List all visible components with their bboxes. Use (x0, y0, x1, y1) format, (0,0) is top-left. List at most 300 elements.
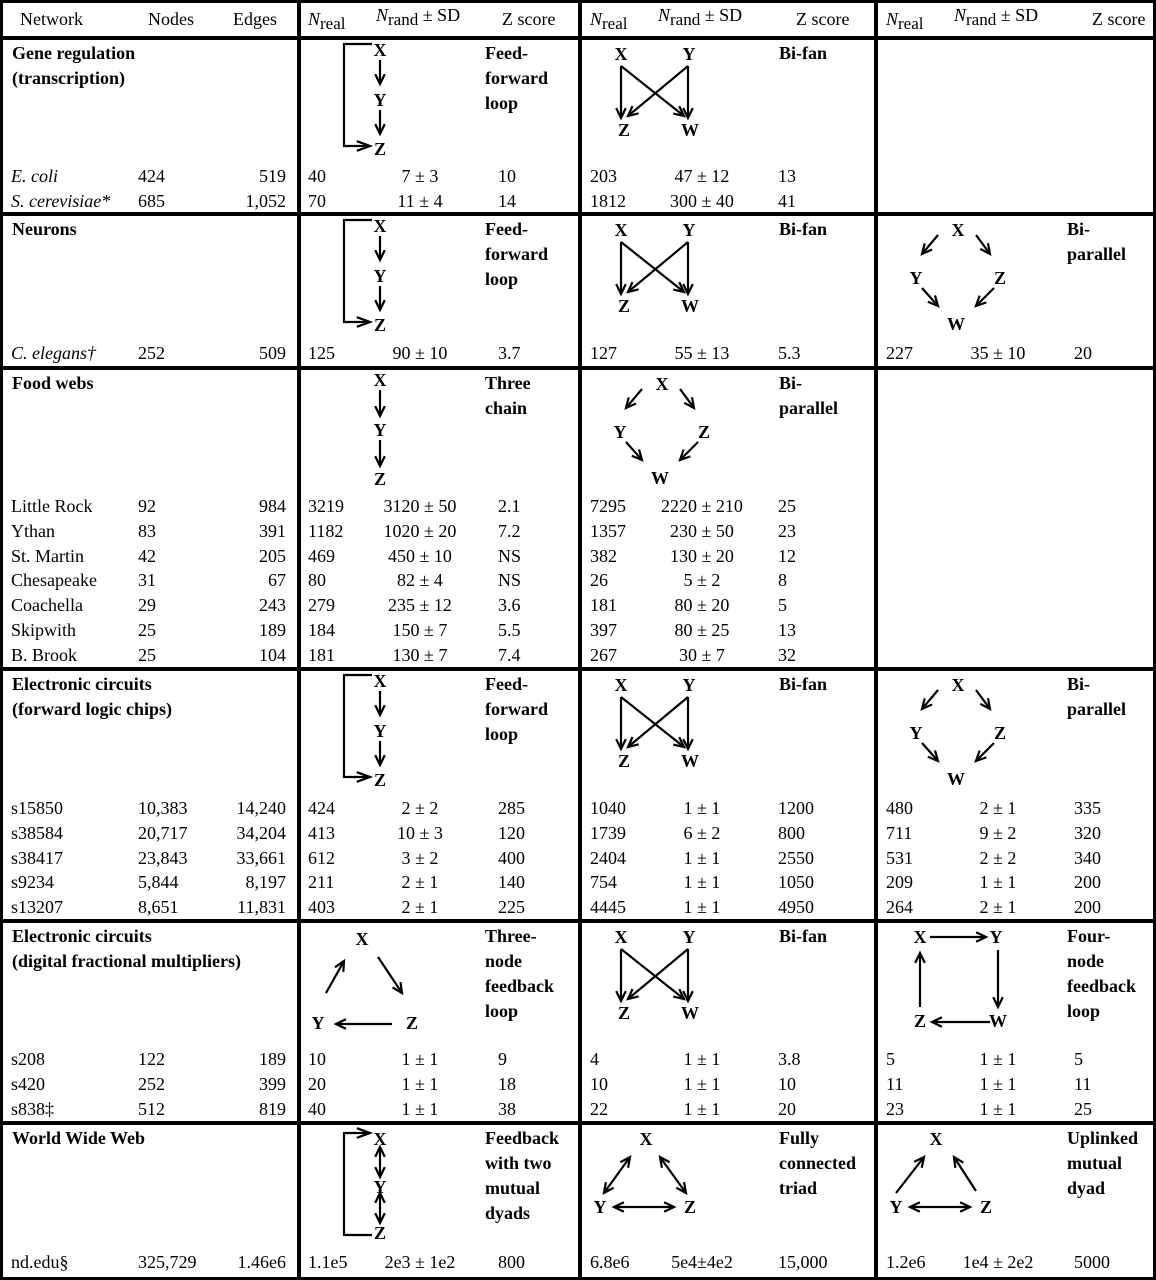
n-real-value: 6.8e6 (590, 1252, 630, 1272)
n-rand-sd-value: 1 ± 1 (683, 897, 721, 918)
z-score-value: 800 (778, 822, 805, 843)
n-real-value: 4 (590, 1049, 599, 1069)
motif-name-label: Feed- forward loop (485, 43, 548, 113)
n-real-value: 424 (308, 798, 335, 818)
column-divider (874, 0, 878, 1280)
network-name: Chesapeake (11, 570, 97, 591)
nodes-value: 325,729 (138, 1252, 197, 1272)
edges-value: 243 (259, 595, 286, 616)
z-score-value: 20 (1074, 343, 1092, 363)
n-rand-sd-value: 1 ± 1 (401, 1098, 439, 1119)
z-score-value: NS (498, 570, 522, 591)
edges-value: 104 (259, 644, 286, 665)
nodes-value: 25 (138, 620, 156, 640)
nodes-value: 252 (138, 1073, 165, 1094)
edges-value: 8,197 (245, 872, 286, 893)
edges-value: 509 (259, 343, 286, 363)
n-real-value: 181 (308, 644, 335, 665)
nodes-value: 5,844 (138, 872, 179, 893)
n-real-value: 1.2e6 (886, 1252, 926, 1272)
z-score-value: 2.1 (498, 496, 521, 516)
edge-arrow (326, 961, 344, 993)
node-label: Z (993, 723, 1007, 743)
z-score-value: 400 (498, 847, 525, 868)
z-score-value: 1200 (778, 798, 814, 818)
z-score-value: 120 (498, 822, 525, 843)
node-label: Z (373, 1223, 387, 1243)
edge-arrow (896, 1157, 924, 1193)
nodes-value: 685 (138, 190, 165, 211)
node-label: Y (373, 90, 387, 110)
z-score-value: 8 (778, 570, 787, 591)
motif-name-label: Feed- forward loop (485, 219, 548, 289)
z-score-value: 23 (778, 520, 796, 541)
node-label: Y (373, 266, 387, 286)
n-rand-sd-value: 2 ± 1 (401, 897, 439, 918)
node-label: Y (373, 1177, 387, 1197)
ffl-motif-diagram (300, 214, 480, 364)
n-real-value: 7295 (590, 496, 626, 516)
n-real-value: 181 (590, 595, 617, 616)
n-rand-sd-value: 300 ± 40 (670, 190, 734, 211)
n-real-value: 4445 (590, 897, 626, 918)
n-real-value: 1040 (590, 798, 626, 818)
node-label: Z (373, 469, 387, 489)
node-label: X (373, 1129, 387, 1149)
motif-name-label: Bi-fan (779, 43, 828, 63)
z-score-value: 13 (778, 620, 796, 640)
z-score-value: 25 (1074, 1098, 1092, 1119)
header-n-real: $N_{real}$ (886, 9, 924, 33)
edge-arrow (604, 1157, 630, 1193)
nodes-value: 20,717 (138, 822, 188, 843)
node-label: Z (913, 1011, 927, 1031)
n-rand-sd-value: 5 ± 2 (683, 570, 721, 591)
n-real-value: 754 (590, 872, 617, 893)
n-rand-sd-value: 1 ± 1 (979, 1073, 1017, 1094)
node-label: Z (617, 751, 631, 771)
motif-name-label: Fully connected triad (779, 1128, 856, 1198)
nodes-value: 31 (138, 570, 156, 591)
edge-arrow (954, 1157, 976, 1191)
n-real-value: 279 (308, 595, 335, 616)
nodes-value: 424 (138, 166, 165, 186)
node-label: Z (617, 120, 631, 140)
z-score-value: 5 (1074, 1049, 1083, 1069)
node-label: Z (373, 315, 387, 335)
node-label: Y (889, 1197, 903, 1217)
edges-value: 519 (259, 166, 286, 186)
header-n-real: $N_{real}$ (308, 9, 346, 33)
n-rand-sd-value: 1 ± 1 (683, 847, 721, 868)
node-label: W (989, 1011, 1007, 1031)
network-name: s420 (11, 1073, 46, 1094)
section-title: Gene regulation (transcription) (12, 43, 136, 88)
n-rand-sd-value: 7 ± 3 (401, 166, 439, 186)
edges-value: 1.46e6 (237, 1252, 286, 1272)
edges-value: 984 (259, 496, 286, 516)
edges-value: 189 (259, 1049, 286, 1069)
node-label: Y (682, 44, 696, 64)
network-name: E. coli (11, 166, 58, 186)
z-score-value: 32 (778, 644, 796, 665)
edge-arrow (628, 949, 688, 999)
n-real-value: 267 (590, 644, 617, 665)
n-rand-sd-value: 150 ± 7 (392, 620, 448, 640)
n-rand-sd-value: 2 ± 2 (979, 847, 1017, 868)
node-label: X (614, 675, 628, 695)
edges-value: 67 (268, 570, 286, 591)
motif-name-label: Bi- parallel (779, 373, 838, 418)
z-score-value: 15,000 (778, 1252, 828, 1272)
n-rand-sd-value: 2 ± 1 (979, 897, 1017, 918)
n-rand-sd-value: 2220 ± 210 (661, 496, 743, 516)
header-network: Network (20, 9, 83, 29)
node-label: X (373, 671, 387, 691)
header-nodes: Nodes (148, 9, 194, 29)
network-name: Ythan (11, 520, 55, 541)
z-score-value: 200 (1074, 872, 1101, 893)
z-score-value: 3.8 (778, 1049, 801, 1069)
n-rand-sd-value: 2e3 ± 1e2 (384, 1252, 456, 1272)
z-score-value: 4950 (778, 897, 814, 918)
node-label: X (951, 675, 965, 695)
network-name: s38417 (11, 847, 64, 868)
z-score-value: 14 (498, 190, 516, 211)
n-rand-sd-value: 5e4±4e2 (671, 1252, 733, 1272)
n-real-value: 22 (590, 1098, 608, 1119)
n-real-value: 11 (886, 1073, 904, 1094)
n-rand-sd-value: 6 ± 2 (683, 822, 721, 843)
n-rand-sd-value: 1 ± 1 (683, 798, 721, 818)
header-z-score: Z score (796, 9, 850, 29)
edges-value: 33,661 (236, 847, 286, 868)
header-n-rand-sd: $N_{rand}$ ± SD (954, 5, 1039, 29)
header-n-rand-sd: $N_{rand}$ ± SD (658, 5, 743, 29)
n-real-value: 184 (308, 620, 335, 640)
motif-name-label: Uplinked mutual dyad (1067, 1128, 1139, 1198)
network-name: nd.edu§ (11, 1252, 69, 1272)
n-real-value: 1739 (590, 822, 626, 843)
edges-value: 391 (259, 520, 286, 541)
n-rand-sd-value: 47 ± 12 (674, 166, 730, 186)
z-score-value: 5.5 (498, 620, 521, 640)
node-label: X (655, 374, 669, 394)
node-label: Z (697, 422, 711, 442)
z-score-value: 225 (498, 897, 525, 918)
n-rand-sd-value: 235 ± 12 (388, 595, 452, 616)
network-name: B. Brook (11, 644, 78, 665)
n-rand-sd-value: 1 ± 1 (979, 1098, 1017, 1119)
nodes-value: 29 (138, 595, 156, 616)
network-name: Coachella (11, 595, 83, 616)
motif-name-label: Three- node feedback loop (485, 926, 554, 1021)
n-real-value: 264 (886, 897, 913, 918)
n-rand-sd-value: 82 ± 4 (397, 570, 443, 591)
edge-arrow (344, 1133, 372, 1235)
node-label: Y (682, 220, 696, 240)
n-rand-sd-value: 90 ± 10 (392, 343, 448, 363)
n-rand-sd-value: 2 ± 1 (979, 798, 1017, 818)
edge-arrow (628, 242, 688, 292)
edges-value: 819 (259, 1098, 286, 1119)
network-name: Little Rock (11, 496, 93, 516)
nodes-value: 23,843 (138, 847, 188, 868)
node-label: Y (593, 1197, 607, 1217)
ffl-motif-diagram (300, 669, 480, 819)
node-label: X (951, 220, 965, 240)
network-name: C. elegans† (11, 343, 96, 363)
n-rand-sd-value: 10 ± 3 (397, 822, 443, 843)
header-z-score: Z score (1092, 9, 1146, 29)
z-score-value: 3.7 (498, 343, 521, 363)
motif-name-label: Bi- parallel (1067, 674, 1126, 719)
n-real-value: 40 (308, 1098, 326, 1119)
nodes-value: 92 (138, 496, 156, 516)
nodes-value: 83 (138, 520, 156, 541)
z-score-value: 800 (498, 1252, 525, 1272)
n-real-value: 3219 (308, 496, 344, 516)
nodes-value: 122 (138, 1049, 165, 1069)
n-rand-sd-value: 80 ± 25 (674, 620, 730, 640)
z-score-value: 20 (778, 1098, 796, 1119)
z-score-value: 320 (1074, 822, 1101, 843)
column-divider (297, 0, 301, 1280)
node-label: Z (373, 139, 387, 159)
node-label: Y (989, 927, 1003, 947)
z-score-value: 10 (498, 166, 516, 186)
z-score-value: NS (498, 545, 522, 566)
n-rand-sd-value: 450 ± 10 (388, 545, 452, 566)
n-real-value: 125 (308, 343, 335, 363)
nodes-value: 25 (138, 644, 156, 665)
network-name: s208 (11, 1049, 46, 1069)
n-real-value: 480 (886, 798, 913, 818)
n-real-value: 26 (590, 570, 608, 591)
n-rand-sd-value: 1 ± 1 (683, 872, 721, 893)
header-edges: Edges (233, 9, 277, 29)
node-label: X (373, 370, 387, 390)
edge-arrow (344, 44, 372, 146)
network-name: s38584 (11, 822, 64, 843)
network-name: s13207 (11, 897, 64, 918)
edge-arrow (344, 220, 372, 322)
section-title: Food webs (12, 373, 94, 393)
n-rand-sd-value: 3120 ± 50 (383, 496, 457, 516)
n-real-value: 397 (590, 620, 617, 640)
node-label: Z (993, 268, 1007, 288)
n-real-value: 5 (886, 1049, 895, 1069)
section-title: Neurons (12, 219, 77, 239)
node-label: X (373, 216, 387, 236)
edges-value: 14,240 (236, 798, 286, 818)
section-title: Electronic circuits (forward logic chips) (12, 674, 172, 719)
z-score-value: 340 (1074, 847, 1101, 868)
motif-name-label: Feedback with two mutual dyads (485, 1128, 559, 1223)
n-real-value: 469 (308, 545, 335, 566)
n-rand-sd-value: 1e4 ± 2e2 (962, 1252, 1034, 1272)
nodes-value: 42 (138, 545, 156, 566)
z-score-value: 5.3 (778, 343, 801, 363)
motif-name-label: Bi- parallel (1067, 219, 1126, 264)
z-score-value: 11 (1074, 1073, 1092, 1094)
node-label: X (614, 44, 628, 64)
n-rand-sd-value: 30 ± 7 (679, 644, 725, 665)
z-score-value: 12 (778, 545, 796, 566)
n-rand-sd-value: 130 ± 7 (392, 644, 448, 665)
node-label: Y (373, 420, 387, 440)
node-label: W (681, 296, 699, 316)
n-real-value: 531 (886, 847, 913, 868)
z-score-value: 200 (1074, 897, 1101, 918)
z-score-value: 5 (778, 595, 787, 616)
n-real-value: 612 (308, 847, 335, 868)
n-rand-sd-value: 1020 ± 20 (383, 520, 457, 541)
n-rand-sd-value: 130 ± 20 (670, 545, 734, 566)
motif-name-label: Four- node feedback loop (1067, 926, 1136, 1021)
n-real-value: 20 (308, 1073, 326, 1094)
edge-arrow (628, 66, 688, 116)
node-label: Y (682, 675, 696, 695)
node-label: Y (682, 927, 696, 947)
z-score-value: 25 (778, 496, 796, 516)
column-divider (578, 0, 582, 1280)
network-name: S. cerevisiae* (11, 190, 111, 211)
edges-value: 205 (259, 545, 286, 566)
network-name: St. Martin (11, 545, 85, 566)
motif-name-label: Feed- forward loop (485, 674, 548, 744)
node-label: X (373, 40, 387, 60)
node-label: W (947, 314, 965, 334)
z-score-value: 140 (498, 872, 525, 893)
node-label: W (681, 1003, 699, 1023)
edge-arrow (628, 697, 688, 747)
z-score-value: 7.4 (498, 644, 521, 665)
node-label: X (913, 927, 927, 947)
z-score-value: 18 (498, 1073, 516, 1094)
n-real-value: 382 (590, 545, 617, 566)
n-real-value: 1812 (590, 190, 626, 211)
node-label: X (614, 220, 628, 240)
z-score-value: 41 (778, 190, 796, 211)
z-score-value: 10 (778, 1073, 796, 1094)
z-score-value: 5000 (1074, 1252, 1110, 1272)
n-real-value: 1182 (308, 520, 344, 541)
z-score-value: 335 (1074, 798, 1101, 818)
n-real-value: 227 (886, 343, 913, 363)
section-title: World Wide Web (12, 1128, 146, 1148)
n-rand-sd-value: 1 ± 1 (401, 1049, 439, 1069)
z-score-value: 2550 (778, 847, 814, 868)
edges-value: 399 (259, 1073, 286, 1094)
nodes-value: 10,383 (138, 798, 188, 818)
node-label: Y (613, 422, 627, 442)
network-name: Skipwith (11, 620, 77, 640)
n-rand-sd-value: 1 ± 1 (401, 1073, 439, 1094)
nodes-value: 252 (138, 343, 165, 363)
header-z-score: Z score (502, 9, 556, 29)
nodes-value: 8,651 (138, 897, 179, 918)
z-score-value: 3.6 (498, 595, 521, 616)
n-real-value: 10 (308, 1049, 326, 1069)
edges-value: 189 (259, 620, 286, 640)
n-rand-sd-value: 80 ± 20 (674, 595, 730, 616)
node-label: Z (373, 770, 387, 790)
n-rand-sd-value: 35 ± 10 (970, 343, 1026, 363)
network-name: s9234 (11, 872, 55, 893)
n-real-value: 2404 (590, 847, 626, 868)
n-rand-sd-value: 230 ± 50 (670, 520, 734, 541)
n-real-value: 80 (308, 570, 326, 591)
n-rand-sd-value: 55 ± 13 (674, 343, 730, 363)
n-rand-sd-value: 9 ± 2 (979, 822, 1017, 843)
motif-name-label: Bi-fan (779, 926, 828, 946)
n-rand-sd-value: 1 ± 1 (979, 872, 1017, 893)
n-real-value: 1.1e5 (308, 1252, 348, 1272)
node-label: W (947, 769, 965, 789)
node-label: Y (373, 721, 387, 741)
n-real-value: 40 (308, 166, 326, 186)
z-score-value: 285 (498, 798, 525, 818)
node-label: Y (311, 1013, 325, 1033)
n-real-value: 711 (886, 822, 913, 843)
n-real-value: 403 (308, 897, 335, 918)
node-label: Z (617, 296, 631, 316)
n-rand-sd-value: 3 ± 2 (401, 847, 439, 868)
n-rand-sd-value: 2 ± 2 (401, 798, 439, 818)
node-label: Y (909, 268, 923, 288)
nodes-value: 512 (138, 1098, 165, 1119)
edge-arrow (660, 1157, 686, 1193)
n-real-value: 413 (308, 822, 335, 843)
node-label: Z (405, 1013, 419, 1033)
z-score-value: 13 (778, 166, 796, 186)
n-real-value: 127 (590, 343, 617, 363)
motif-name-label: Bi-fan (779, 219, 828, 239)
node-label: X (929, 1129, 943, 1149)
network-name: s15850 (11, 798, 64, 818)
n-real-value: 70 (308, 190, 326, 211)
node-label: Z (683, 1197, 697, 1217)
n-rand-sd-value: 1 ± 1 (683, 1049, 721, 1069)
edges-value: 1,052 (245, 190, 286, 211)
n-real-value: 10 (590, 1073, 608, 1094)
section-title: Electronic circuits (digital fractional multipliers) (12, 926, 241, 971)
node-label: X (639, 1129, 653, 1149)
node-label: Z (617, 1003, 631, 1023)
n-rand-sd-value: 1 ± 1 (979, 1049, 1017, 1069)
n-real-value: 1357 (590, 520, 626, 541)
n-rand-sd-value: 1 ± 1 (683, 1098, 721, 1119)
header-n-rand-sd: $N_{rand}$ ± SD (376, 5, 461, 29)
network-name: s838‡ (11, 1098, 55, 1119)
node-label: X (614, 927, 628, 947)
motif-name-label: Three chain (485, 373, 531, 418)
node-label: W (681, 120, 699, 140)
n-real-value: 211 (308, 872, 335, 893)
header-n-real: $N_{real}$ (590, 9, 628, 33)
n-rand-sd-value: 1 ± 1 (683, 1073, 721, 1094)
n-real-value: 203 (590, 166, 617, 186)
edges-value: 34,204 (236, 822, 286, 843)
node-label: Y (909, 723, 923, 743)
node-label: Z (979, 1197, 993, 1217)
node-label: W (681, 751, 699, 771)
z-score-value: 9 (498, 1049, 507, 1069)
motif-name-label: Bi-fan (779, 674, 828, 694)
n-rand-sd-value: 11 ± 4 (397, 190, 443, 211)
z-score-value: 7.2 (498, 520, 521, 541)
